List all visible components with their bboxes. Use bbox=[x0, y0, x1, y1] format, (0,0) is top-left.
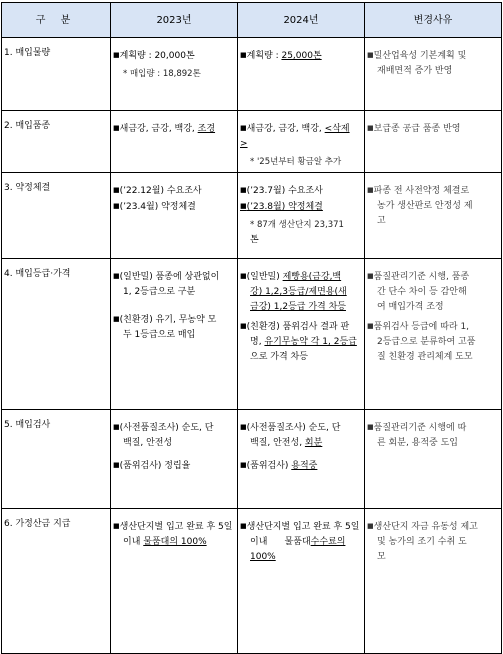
bullet-icon: ■ bbox=[240, 272, 247, 280]
cell-reason: ■품질관리기준 시행에 따 른 회분, 용적중 도입 bbox=[365, 410, 502, 509]
table-row bbox=[2, 410, 502, 509]
cell-2024: ■새금강, 금강, 백강, <삭제 > * '25년부터 황금알 추가 bbox=[238, 111, 365, 173]
bullet-icon: ■ bbox=[113, 272, 120, 280]
cell-2023: ■생산단지별 입고 완료 후 5일 이내 물품대의 100% bbox=[111, 509, 238, 654]
bullet-icon: ■ bbox=[113, 186, 120, 194]
bullet-icon: ■ bbox=[240, 202, 247, 210]
row-label: 5. 매입검사 bbox=[2, 410, 111, 509]
bullet-icon: ■ bbox=[240, 51, 247, 59]
bullet-icon: ■ bbox=[113, 423, 120, 431]
cell-2023: ■새금강, 금강, 백강, 조경 bbox=[111, 111, 238, 173]
row-label: 3. 약정체결 bbox=[2, 173, 111, 259]
cell-2023: ■계획량 : 20,000톤 * 매입량 : 18,892톤 bbox=[111, 38, 238, 111]
cell-reason: ■밀산업육성 기본계획 및 재배면적 증가 반영 bbox=[365, 38, 502, 111]
table-row bbox=[2, 509, 502, 654]
bullet-icon: ■ bbox=[367, 272, 374, 280]
bullet-icon: ■ bbox=[240, 461, 247, 469]
cell-2024: ■(사전품질조사) 순도, 단 백질, 안전성, 회분 ■(품위검사) 용적중 bbox=[238, 410, 365, 509]
bullet-icon: ■ bbox=[113, 522, 120, 530]
cell-2024: ■(일반밀) 제빵용(금강,백 강) 1,2,3등급/제면용(새 금강) 1,2등급 가격 차등 ■(친환경) 품위검사 결과 판 명, 유기무농약 각 1, 2등급 으로 가격 차등 bbox=[238, 259, 365, 410]
header-2024: 2024년 bbox=[238, 3, 365, 38]
note: * 87개 생산단지 23,371 bbox=[250, 220, 344, 230]
bullet-icon: ■ bbox=[240, 322, 247, 330]
bullet-icon: ■ bbox=[367, 186, 374, 194]
bullet-icon: ■ bbox=[367, 322, 374, 330]
note: * 매입량 : 18,892톤 bbox=[123, 69, 201, 79]
bullet-icon: ■ bbox=[367, 51, 374, 59]
table-row bbox=[2, 111, 502, 173]
table-row bbox=[2, 38, 502, 111]
bullet-icon: ■ bbox=[113, 202, 120, 210]
row-label: 2. 매입품종 bbox=[2, 111, 111, 173]
cell-reason: ■생산단지 자금 유동성 제고 및 농가의 조기 수취 도 모 bbox=[365, 509, 502, 654]
bullet-icon: ■ bbox=[240, 186, 247, 194]
table-row bbox=[2, 259, 502, 410]
cell-reason: ■품질관리기준 시행, 품종 간 단수 차이 등 감안해 여 매입가격 조정 ■품위검사 등급에 따라 1, 2등급으로 분류하여 고품 질 친환경 관리체계 도모 bbox=[365, 259, 502, 410]
comparison-table bbox=[1, 2, 502, 654]
cell-2024: ■생산단지별 입고 완료 후 5일 이내 물품대수수료의 100% bbox=[238, 509, 365, 654]
bullet-icon: ■ bbox=[113, 51, 120, 59]
row-label: 1. 매입물량 bbox=[2, 38, 111, 111]
header-row bbox=[2, 3, 502, 38]
bullet-icon: ■ bbox=[367, 423, 374, 431]
bullet-icon: ■ bbox=[240, 522, 247, 530]
bullet-icon: ■ bbox=[367, 522, 374, 530]
header-2023: 2023년 bbox=[111, 3, 238, 38]
row-label: 6. 가정산금 지급 bbox=[2, 509, 111, 654]
cell-reason: ■파종 전 사전약정 체결로 농가 생산판로 안정성 제 고 bbox=[365, 173, 502, 259]
cell-2024: ■계획량 : 25,000톤 bbox=[238, 38, 365, 111]
note: * '25년부터 황금알 추가 bbox=[250, 157, 342, 167]
bullet-icon: ■ bbox=[367, 124, 374, 132]
bullet-icon: ■ bbox=[113, 315, 120, 323]
row-label: 4. 매입등급·가격 bbox=[2, 259, 111, 410]
bullet-icon: ■ bbox=[113, 461, 120, 469]
header-reason: 변경사유 bbox=[365, 3, 502, 38]
cell-reason: ■보급종 공급 품종 반영 bbox=[365, 111, 502, 173]
cell-2023: ■(일반밀) 품종에 상관없이 1, 2등급으로 구분 ■(친환경) 유기, 무농약 모 두 1등급으로 매입 bbox=[111, 259, 238, 410]
cell-2024: ■(’23.7월) 수요조사 ■(’23.8월) 약정체결 * 87개 생산단지 23,371 톤 bbox=[238, 173, 365, 259]
cell-2023: ■(’22.12월) 수요조사 ■(’23.4월) 약정체결 bbox=[111, 173, 238, 259]
bullet-icon: ■ bbox=[240, 423, 247, 431]
header-category: 구 분 bbox=[2, 3, 111, 38]
table-row bbox=[2, 173, 502, 259]
cell-2023: ■(사전품질조사) 순도, 단 백질, 안전성 ■(품위검사) 정립율 bbox=[111, 410, 238, 509]
bullet-icon: ■ bbox=[113, 124, 120, 132]
bullet-icon: ■ bbox=[240, 124, 247, 132]
